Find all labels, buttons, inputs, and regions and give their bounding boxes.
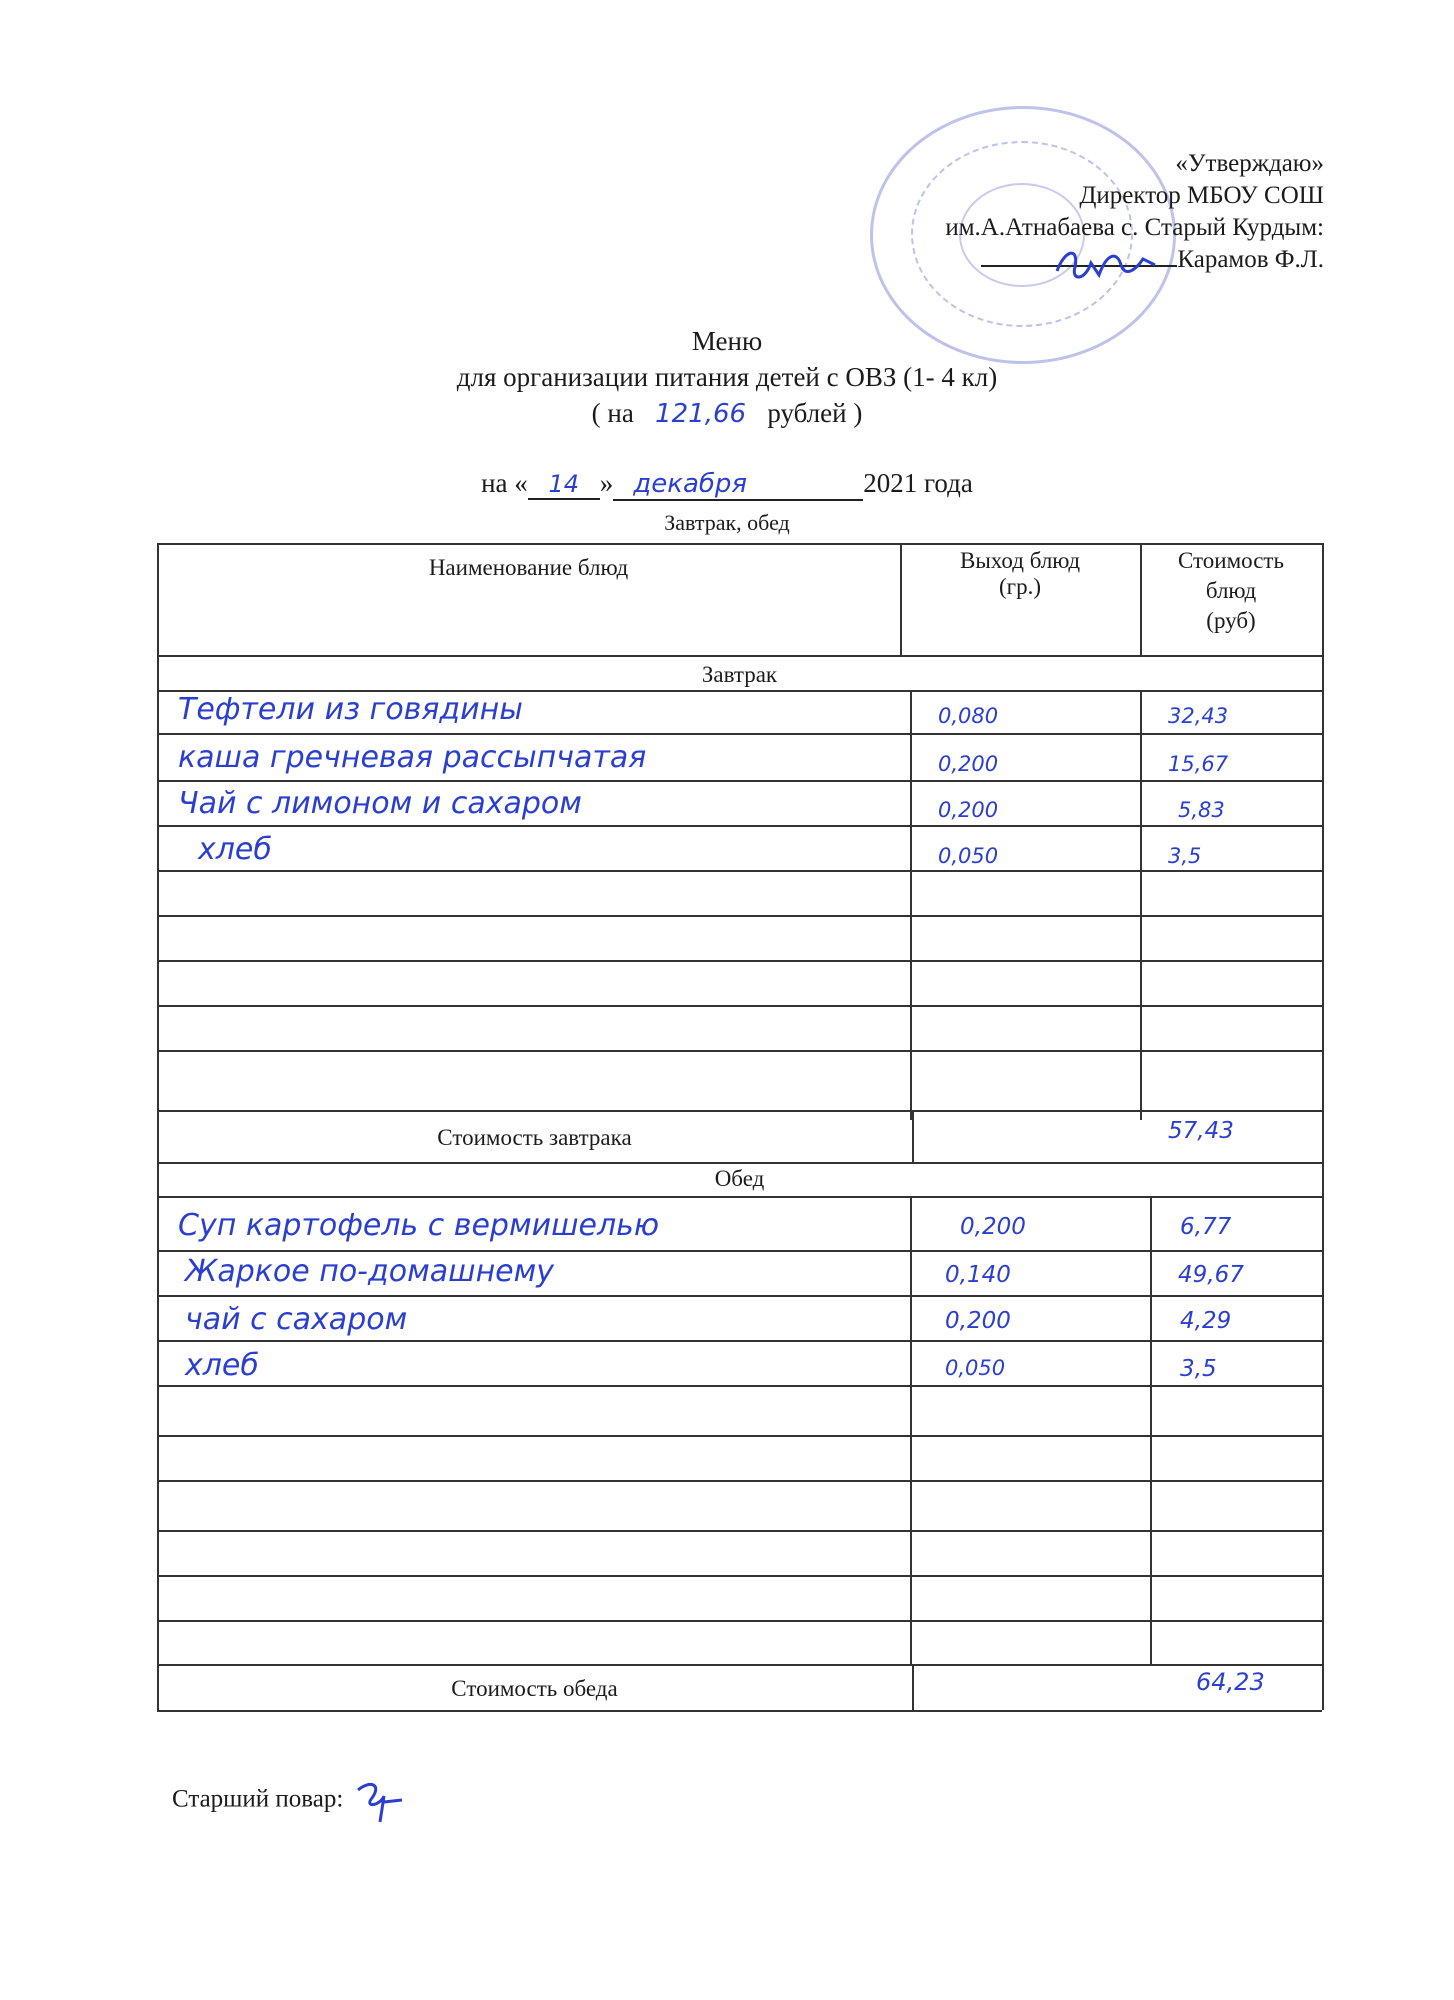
director-signature: [1051, 241, 1161, 287]
cook-signature: [350, 1776, 410, 1826]
dish-output: 0,200: [938, 752, 999, 776]
lunch-total-label: Стоимость обеда: [451, 1676, 618, 1701]
meals-caption: Завтрак, обед: [664, 510, 790, 535]
dish-cost: 4,29: [1180, 1308, 1232, 1334]
dish-cost: 49,67: [1178, 1262, 1244, 1288]
date-suffix: 2021 года: [863, 468, 973, 498]
dish-name: хлеб: [185, 1348, 259, 1383]
budget-prefix: ( на: [591, 398, 634, 428]
dish-output: 0,200: [945, 1308, 1011, 1334]
date-line: [0, 468, 1454, 501]
dish-output: 0,080: [938, 704, 999, 728]
page-title: Меню: [691, 326, 763, 356]
approval-signature-line: [945, 244, 1324, 276]
dish-name: Чай с лимоном и сахаром: [178, 786, 582, 821]
dish-name: Тефтели из говядины: [178, 692, 523, 727]
date-prefix: на «: [481, 468, 528, 498]
date-month: декабря: [613, 469, 863, 501]
header-name: Наименование блюд: [428, 555, 629, 580]
dish-cost: 5,83: [1178, 798, 1225, 822]
lunch-total-value: 64,23: [1196, 1668, 1265, 1696]
breakfast-total-label: Стоимость завтрака: [437, 1125, 632, 1150]
date-mid: »: [599, 468, 614, 498]
dish-output: 0,200: [960, 1214, 1026, 1240]
dish-cost: 6,77: [1180, 1214, 1232, 1240]
dish-name: каша гречневая рассыпчатая: [178, 740, 647, 775]
budget-value: 121,66: [655, 399, 747, 429]
dish-cost: 32,43: [1168, 704, 1229, 728]
dish-cost: 15,67: [1168, 752, 1229, 776]
dish-cost: 3,5: [1168, 844, 1202, 868]
dish-output: 0,050: [945, 1356, 1006, 1380]
approval-position: Директор МБОУ СОШ: [1079, 182, 1324, 209]
cook-line: [172, 1776, 410, 1826]
approval-block: [945, 148, 1324, 276]
section-lunch: Обед: [714, 1166, 765, 1191]
dish-cost: 3,5: [1180, 1356, 1217, 1382]
dish-output: 0,140: [945, 1262, 1011, 1288]
approval-title: «Утверждаю»: [1175, 150, 1324, 177]
budget-line: [0, 398, 1454, 429]
date-day: 14: [528, 470, 600, 500]
header-cost: Стоимость блюд (руб): [1178, 548, 1284, 633]
dish-name: хлеб: [198, 832, 272, 867]
breakfast-total-value: 57,43: [1168, 1118, 1234, 1144]
section-breakfast: Завтрак: [701, 662, 778, 687]
approval-school: им.А.Атнабаева с. Старый Курдым:: [945, 214, 1324, 241]
approval-director-name: Карамов Ф.Л.: [1177, 246, 1324, 273]
dish-output: 0,050: [938, 844, 999, 868]
header-output: Выход блюд (гр.): [959, 548, 1081, 599]
dish-name: Суп картофель с вермишелью: [178, 1208, 660, 1243]
cook-label: Старший повар:: [172, 1785, 344, 1813]
budget-suffix: рублей ): [767, 398, 863, 428]
dish-name: чай с сахаром: [185, 1302, 408, 1337]
dish-name: Жаркое по-домашнему: [185, 1254, 555, 1289]
signature-line: [981, 265, 1177, 267]
dish-output: 0,200: [938, 798, 999, 822]
page-subtitle: для организации питания детей с ОВЗ (1- 4 кл): [456, 362, 998, 392]
